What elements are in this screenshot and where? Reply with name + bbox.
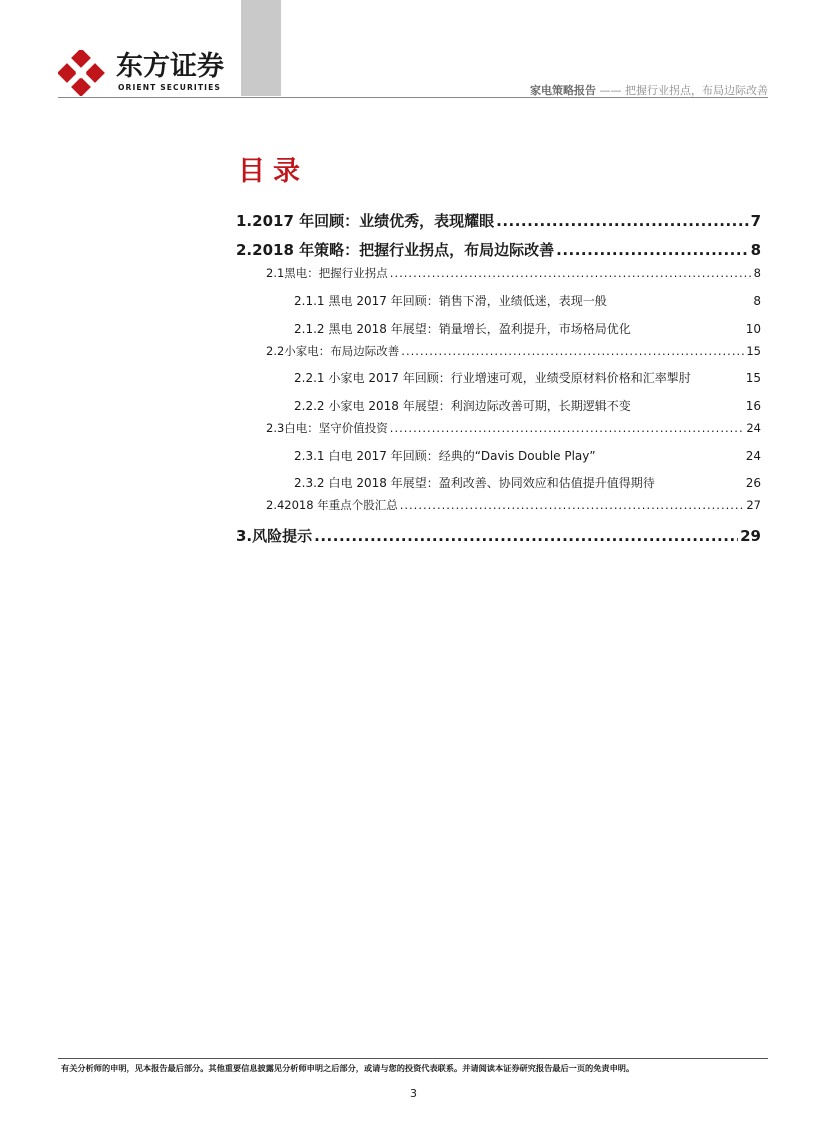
toc-entry-number: 2.1.1 [294, 294, 325, 308]
toc-entry-number: 2.3.2 [294, 476, 325, 490]
toc-entry-text: 黑电 2018 年展望：销量增长，盈利提升，市场格局优化 [328, 322, 631, 336]
toc-entry-page: 27 [746, 498, 761, 512]
toc-entry-text: 白电 2017 年回顾：经典的“Davis Double Play” [328, 449, 596, 463]
toc-entry-text: 黑电：把握行业拐点 [284, 266, 388, 280]
toc-entry-page: 24 [746, 421, 761, 435]
toc-entry-number: 2.2.1 [294, 371, 325, 385]
page-number: 3 [410, 1087, 417, 1100]
toc-entry-2-3-1[interactable] [294, 447, 761, 464]
toc-entry-text: 风险提示 [252, 527, 313, 545]
toc-entry-2-4[interactable] [266, 497, 761, 513]
toc-entry-text: 小家电 2018 年展望：利润边际改善可期，长期逻辑不变 [328, 399, 631, 413]
header-divider [58, 97, 768, 98]
toc-title: 目录 [238, 156, 308, 187]
toc-entry-number: 2.4 [266, 498, 285, 512]
toc-entry-2-2[interactable] [266, 343, 761, 359]
toc-entry-number: 2. [236, 241, 253, 259]
toc-entry-number: 2.2 [266, 344, 285, 358]
toc-entry-2-2-2[interactable] [294, 397, 761, 414]
toc-entry-page: 8 [753, 294, 761, 308]
toc-entry-number: 2.3 [266, 421, 285, 435]
toc-entry-page: 15 [745, 371, 761, 385]
header-gray-tab [241, 0, 281, 96]
report-subtitle: 把握行业拐点，布局边际改善 [625, 84, 768, 97]
toc-entry-text: 白电 2018 年展望：盈利改善、协同效应和估值提升值得期待 [328, 476, 655, 490]
orient-logo-icon [58, 50, 108, 96]
report-type: 家电策略报告 [530, 84, 596, 97]
toc-entry-text: 2017 年回顾：业绩优秀，表现耀眼 [252, 212, 495, 230]
toc-entry-text: 小家电：布局边际改善 [284, 344, 400, 358]
toc-entry-page: 26 [745, 476, 761, 490]
toc-entry-2[interactable] [236, 239, 761, 260]
toc-entry-page: 24 [745, 449, 761, 463]
toc-entry-text: 白电：坚守价值投资 [284, 421, 388, 435]
toc-leader-dots [390, 421, 745, 435]
toc-entry-number: 3. [236, 527, 253, 545]
toc-entry-number: 2.3.1 [294, 449, 325, 463]
logo-chinese-name: 东方证券 [116, 51, 224, 82]
toc-entry-number: 2.1 [266, 266, 285, 280]
toc-leader-dots [314, 527, 738, 545]
toc-entry-2-1-1[interactable] [294, 292, 761, 309]
orient-securities-logo [58, 50, 223, 96]
footer-divider [58, 1058, 768, 1059]
toc-entry-page: 29 [740, 527, 761, 545]
toc-entry-text: 2018 年策略：把握行业拐点，布局边际改善 [252, 241, 555, 259]
toc-entry-text: 小家电 2017 年回顾：行业增速可观，业绩受原材料价格和汇率掣肘 [328, 371, 691, 385]
toc-entry-2-1-2[interactable] [294, 320, 761, 337]
logo-english-name: ORIENT SECURITIES [118, 83, 221, 92]
toc-leader-dots [400, 498, 745, 512]
toc-entry-1[interactable] [236, 210, 761, 231]
toc-entry-page: 15 [746, 344, 761, 358]
toc-entry-page: 10 [745, 322, 761, 336]
toc-entry-page: 8 [750, 241, 761, 259]
toc-entry-2-3-2[interactable] [294, 474, 761, 491]
toc-entry-text: 2018 年重点个股汇总 [284, 498, 398, 512]
toc-entry-2-2-1[interactable] [294, 369, 761, 386]
toc-entry-3[interactable] [236, 525, 761, 546]
toc-entry-2-1[interactable] [266, 265, 761, 281]
toc-entry-text: 黑电 2017 年回顾：销售下滑，业绩低迷，表现一般 [328, 294, 607, 308]
toc-leader-dots [401, 344, 744, 358]
toc-entry-page: 8 [753, 266, 761, 280]
toc-leader-dots [496, 212, 748, 230]
report-header-title [530, 82, 768, 98]
toc-leader-dots [390, 266, 752, 280]
toc-entry-number: 2.2.2 [294, 399, 325, 413]
toc-entry-page: 7 [750, 212, 761, 230]
footer-disclaimer: 有关分析师的申明，见本报告最后部分。其他重要信息披露见分析师申明之后部分，或请与您的投资代表联系。并请阅读本证券研究报告最后一页的免责申明。 [61, 1063, 635, 1073]
toc-entry-page: 16 [745, 399, 761, 413]
header-separator: —— [599, 84, 622, 97]
toc-entry-number: 2.1.2 [294, 322, 325, 336]
toc-entry-number: 1. [236, 212, 253, 230]
toc-entry-2-3[interactable] [266, 420, 761, 436]
toc-leader-dots [556, 241, 748, 259]
